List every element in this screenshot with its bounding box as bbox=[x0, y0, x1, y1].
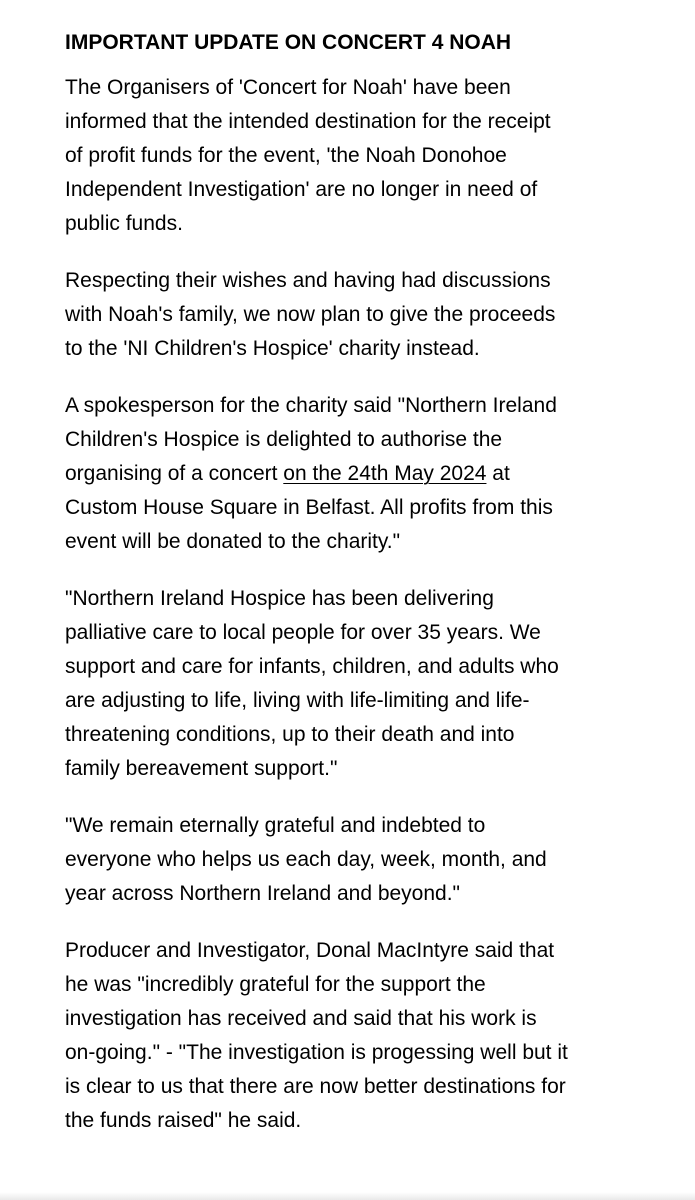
text-line: year across Northern Ireland and beyond." bbox=[65, 882, 461, 905]
paragraph-hospice-quote bbox=[65, 582, 665, 786]
text-line: are adjusting to life, living with life-limiting and life- bbox=[65, 689, 530, 712]
text-line: threatening conditions, up to their death and into bbox=[65, 723, 515, 746]
text-line: on-going." - "The investigation is progessing well but it bbox=[65, 1041, 568, 1064]
text-line: informed that the intended destination for the receipt bbox=[65, 110, 551, 133]
document-title: IMPORTANT UPDATE ON CONCERT 4 NOAH bbox=[65, 31, 512, 54]
text-line: everyone who helps us each day, week, month, and bbox=[65, 848, 547, 871]
text-line: family bereavement support." bbox=[65, 757, 338, 780]
text-line: The Organisers of 'Concert for Noah' have been bbox=[65, 76, 511, 99]
text-segment: at bbox=[486, 462, 510, 485]
text-line: investigation has received and said that his work is bbox=[65, 1007, 537, 1030]
paragraph-spokesperson bbox=[65, 389, 665, 559]
text-line: support and care for infants, children, and adults who bbox=[65, 655, 559, 678]
text-line: "Northern Ireland Hospice has been delivering bbox=[65, 587, 494, 610]
document-body bbox=[65, 26, 665, 1161]
text-line: Custom House Square in Belfast. All profits from this bbox=[65, 496, 553, 519]
text-line: Respecting their wishes and having had discussions bbox=[65, 269, 551, 292]
event-date-link[interactable]: on the 24th May 2024 bbox=[283, 462, 487, 485]
text-line-with-date bbox=[65, 457, 665, 491]
text-segment: organising of a concert bbox=[65, 462, 284, 485]
text-line: Producer and Investigator, Donal MacIntyre said that bbox=[65, 939, 555, 962]
text-line: with Noah's family, we now plan to give the proceeds bbox=[65, 303, 556, 326]
paragraph-investigator-statement bbox=[65, 934, 665, 1138]
page-bottom-edge bbox=[0, 1192, 695, 1200]
text-line: palliative care to local people for over 35 years. We bbox=[65, 621, 541, 644]
paragraph-new-charity bbox=[65, 264, 665, 366]
text-line: Children's Hospice is delighted to authorise the bbox=[65, 428, 503, 451]
paragraph-funds-update bbox=[65, 71, 665, 241]
text-line: the funds raised" he said. bbox=[65, 1109, 302, 1132]
text-line: A spokesperson for the charity said "Northern Ireland bbox=[65, 394, 557, 417]
text-line: is clear to us that there are now better destinations for bbox=[65, 1075, 566, 1098]
text-line: "We remain eternally grateful and indebted to bbox=[65, 814, 486, 837]
text-line: he was "incredibly grateful for the support the bbox=[65, 973, 486, 996]
text-line: public funds. bbox=[65, 212, 183, 235]
text-line: Independent Investigation' are no longer in need of bbox=[65, 178, 538, 201]
paragraph-gratitude-quote bbox=[65, 809, 665, 911]
text-line: of profit funds for the event, 'the Noah Donohoe bbox=[65, 144, 507, 167]
text-line: event will be donated to the charity." bbox=[65, 530, 401, 553]
text-line: to the 'NI Children's Hospice' charity instead. bbox=[65, 337, 480, 360]
